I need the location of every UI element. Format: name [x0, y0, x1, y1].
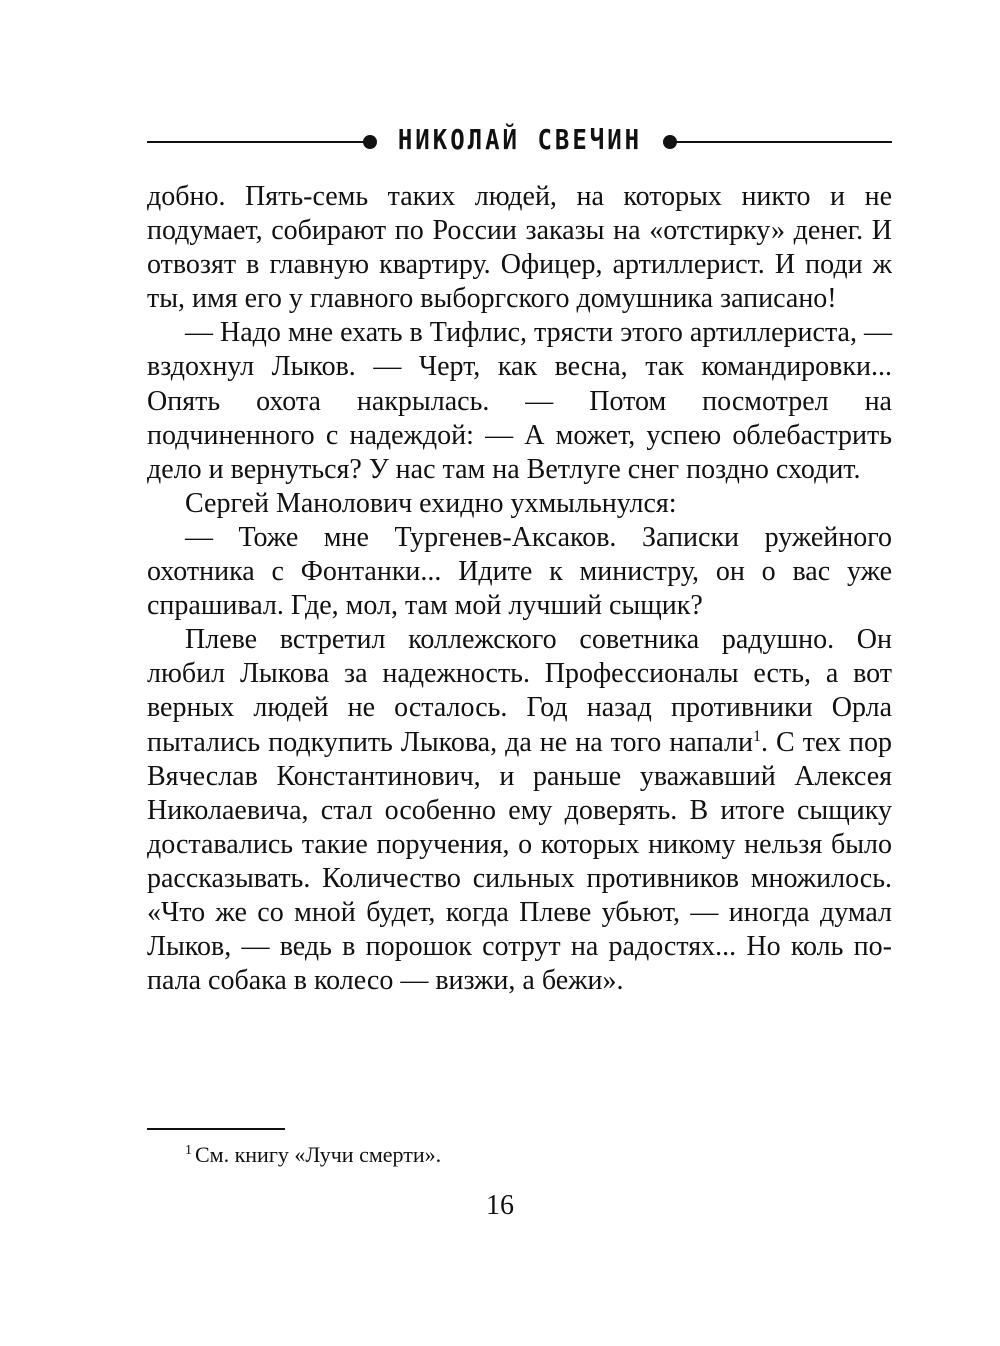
- footnote: [185, 1140, 441, 1170]
- paragraph-3: Сергей Манолович ехидно ухмыльнулся:: [185, 487, 677, 519]
- header-rule-left: [147, 141, 367, 143]
- paragraph-4: — Тоже мне Тургенев-Аксаков. Записки ружейного охотника с Фонтанки... Идите к министру, он о вас уже спрашивал. Где, мол, там мой лучший сыщик?: [147, 521, 892, 622]
- header-rule-right: [672, 141, 892, 143]
- footnote-separator: [147, 1128, 285, 1130]
- paragraph-2: — Надо мне ехать в Тифлис, трясти этого артиллериста, — вздохнул Лыков. — Черт, как весна, так командировки... Опять охота накрылась. — Потом посмотрел на подчиненного с надеждой: — А может, успею облебастрить дело и вернуться? У нас там на Ветлуге снег поздно сходит.: [147, 317, 892, 485]
- page-number: 16: [486, 1190, 514, 1221]
- header-author: НИКОЛАЙ СВЕЧИН: [397, 123, 643, 157]
- paragraph-1: добно. Пять-семь таких людей, на которых никто и не подумает, собирают по России заказы на «отстирку» денег. И отвозят в главную квартиру. Офицер, артиллерист. И поди ж ты, имя его у главного выборгского домушника записано!: [147, 181, 892, 315]
- body-text: [147, 180, 892, 998]
- footnote-mark: 1: [185, 1143, 192, 1158]
- running-header: [147, 122, 892, 162]
- paragraph-5-part-2: . С тех пор Вячеслав Константинович, и раньше уважавший Алексея Николаевича, стал особенно ему доверять. В итоге сыщику доставались такие поручения, о которых никому нельзя было рассказывать. Количество сильных противников множилось. «Что же со мной будет, когда Плеве убьют, — иногда думал Лыков, — ведь в порошок сотрут на радостях... Но коль попала собака в колесо — визжи, а бежи».: [147, 726, 892, 997]
- footnote-reference: 1: [752, 727, 761, 745]
- paragraph-5-part-1: Плеве встретил коллежского советника радушно. Он любил Лыкова за надежность. Профессионалы есть, а вот верных людей не осталось. Год назад противники Орла пытались подкупить Лыкова, да не на того напали: [147, 624, 892, 758]
- footnote-text: См. книгу «Лучи смерти».: [195, 1142, 442, 1167]
- paragraph-5: [147, 623, 892, 998]
- header-dot-left: [363, 135, 377, 149]
